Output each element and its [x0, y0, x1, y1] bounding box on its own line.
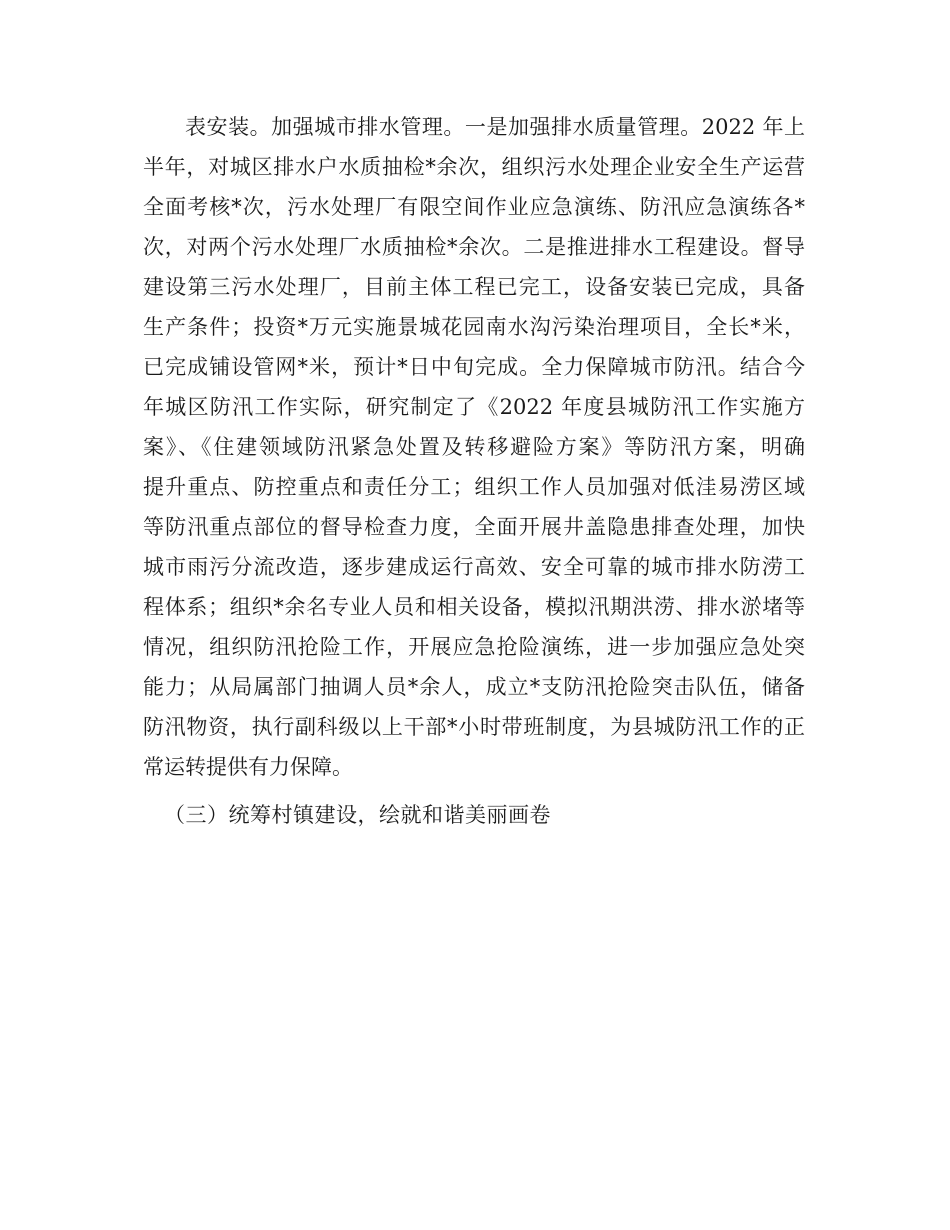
paragraph-line: 已完成铺设管网*米，预计*日中旬完成。全力保障城市防汛。结合今 [143, 355, 805, 379]
paragraph-line: 建设第三污水处理厂，目前主体工程已完工，设备安装已完成，具备 [143, 275, 805, 299]
paragraph-line: 年城区防汛工作实际，研究制定了《2022 年度县城防汛工作实施方 [143, 395, 805, 419]
paragraph-line: 城市雨污分流改造，逐步建成运行高效、安全可靠的城市排水防涝工 [143, 555, 805, 579]
paragraph-line: 次，对两个污水处理厂水质抽检*余次。二是推进排水工程建设。督导 [143, 235, 805, 259]
document-body [143, 107, 805, 835]
section-heading-block [143, 795, 805, 835]
paragraph-line: 能力；从局属部门抽调人员*余人，成立*支防汛抢险突击队伍，储备 [143, 675, 805, 699]
paragraph-line: 全面考核*次，污水处理厂有限空间作业应急演练、防汛应急演练各* [143, 195, 805, 219]
paragraph-line: 等防汛重点部位的督导检查力度，全面开展井盖隐患排查处理，加快 [143, 515, 805, 539]
paragraph-line: 表安装。加强城市排水管理。一是加强排水质量管理。2022 年上 [185, 115, 805, 139]
paragraph-line: 程体系；组织*余名专业人员和相关设备，模拟汛期洪涝、排水淤堵等 [143, 595, 805, 619]
paragraph-line: 常运转提供有力保障。 [143, 755, 353, 779]
section-heading: （三）统筹村镇建设，绘就和谐美丽画卷 [164, 803, 551, 827]
paragraph-line: 半年，对城区排水户水质抽检*余次，组织污水处理企业安全生产运营 [143, 155, 805, 179]
paragraph-line: 提升重点、防控重点和责任分工；组织工作人员加强对低洼易涝区域 [143, 475, 805, 499]
paragraph-line: 案》、《住建领域防汛紧急处置及转移避险方案》等防汛方案，明确 [143, 435, 805, 459]
paragraph-line: 生产条件；投资*万元实施景城花园南水沟污染治理项目，全长*米， [143, 315, 805, 339]
body-paragraph [143, 107, 805, 787]
paragraph-line: 防汛物资，执行副科级以上干部*小时带班制度，为县城防汛工作的正 [143, 715, 805, 739]
paragraph-line: 情况，组织防汛抢险工作，开展应急抢险演练，进一步加强应急处突 [143, 635, 805, 659]
